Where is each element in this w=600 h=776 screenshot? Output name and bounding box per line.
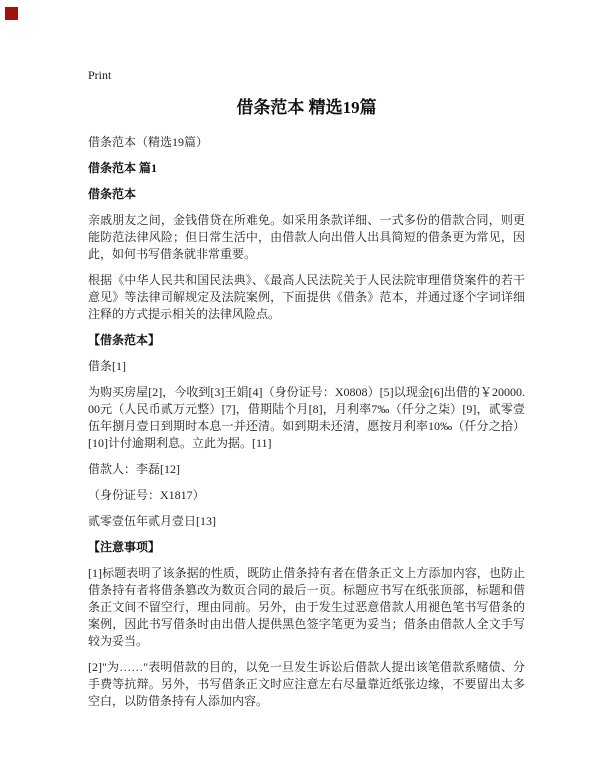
print-link[interactable]: Print <box>88 68 112 82</box>
section-heading-pian-1: 借条范本 篇1 <box>88 161 158 175</box>
section-heading-notes: 【注意事项】 <box>88 540 161 554</box>
doc-subtitle: 借条范本（精选19篇） <box>88 135 209 149</box>
paragraph-intro: 亲戚朋友之间，金钱借贷在所难免。如采用条款详细、一式多份的借款合同，则更能防范法律风险；但日常生活中，由借款人向出借人出具简短的借条更为常见，因此，如何书写借条就非常重要。 <box>88 213 525 261</box>
paragraph-note-1: [1]标题表明了该条据的性质，既防止借条持有者在借条正文上方添加内容，也防止借条持有者将借条篡改为数页合同的最后一页。标题应书写在纸张顶部，标题和借条正文间不留空行，理由同前。另外，由于发生过恶意借款人用褪色笔书写借条的案例，因此书写借条时由出借人提供黑色签字笔更为妥当；借条由借款人全文手写较为妥当。 <box>88 566 525 648</box>
line-date: 贰零壹伍年贰月壹日[13] <box>88 514 216 528</box>
document-page <box>88 66 525 719</box>
page-title: 借条范本 精选19篇 <box>236 98 377 117</box>
paragraph-note-2: [2]"为……"表明借款的目的，以免一旦发生诉讼后借款人提出该笔借款系赌债、分手费等抗辩。另外，书写借条正文时应注意左右尽量靠近纸张边缘，不要留出太多空白，以防借条持有人添加内容。 <box>88 660 525 708</box>
paragraph-legal-basis: 根据《中华人民共和国民法典》、《最高人民法院关于人民法院审理借贷案件的若干意见》等法律司解规定及法院案例，下面提供《借条》范本，并通过逐个字词详细注释的方式提示相关的法律风险点。 <box>88 273 525 321</box>
paragraph-loan-body: 为购买房屋[2]，今收到[3]王娟[4]（身份证号：X0808）[5]以现金[6]出借的￥20000.00元（人民币贰万元整）[7]，借期陆个月[8]，月利率7‰（仟分之柒）[9]，贰零壹伍年捌月壹日到期时本息一并还清。如到期未还清，愿按月利率10‰（仟分之拾）[10]计付逾期利息。立此为据。[11] <box>88 385 525 450</box>
section-heading-sample: 【借条范本】 <box>88 333 161 347</box>
section-heading-jietiao-fanben: 借条范本 <box>88 187 137 201</box>
line-jietiao-label: 借条[1] <box>88 359 126 373</box>
line-borrower: 借款人：李磊[12] <box>88 462 180 476</box>
red-square-marker <box>5 7 18 20</box>
line-borrower-id: （身份证号：X1817） <box>88 488 205 502</box>
